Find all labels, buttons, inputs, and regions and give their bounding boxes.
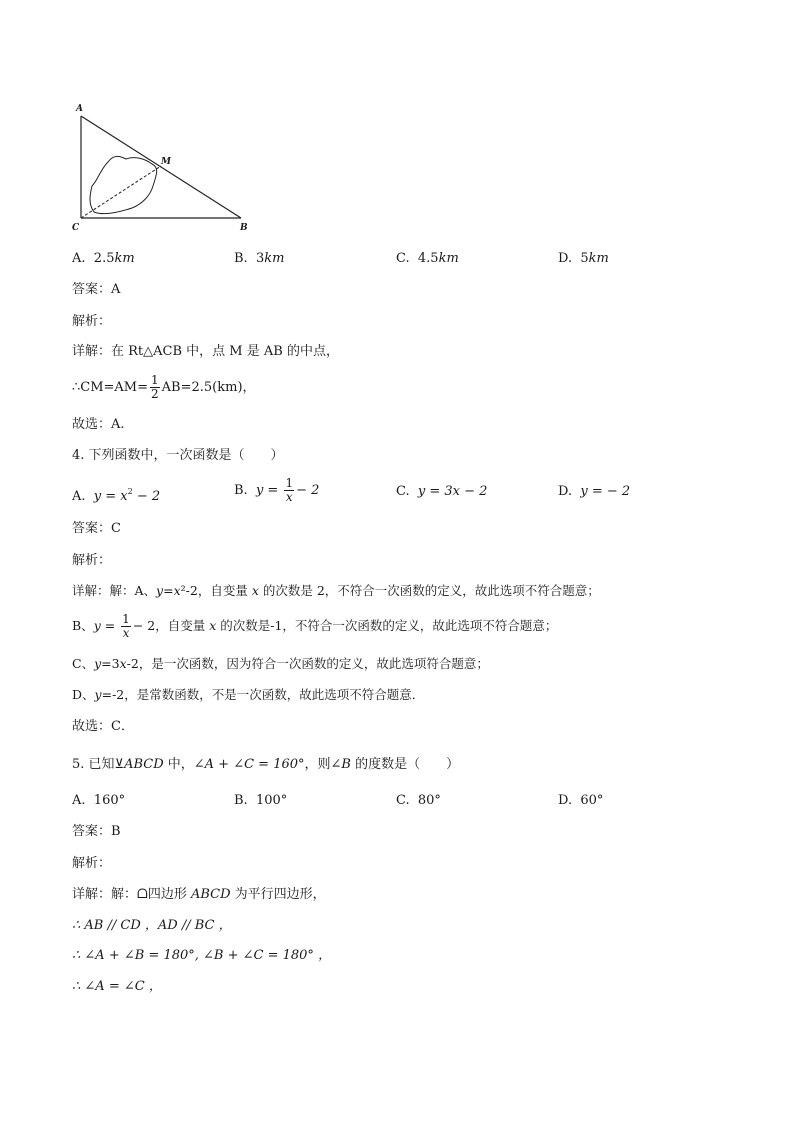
q3-calc: ∴CM=AM= $\frac{1}{2}$ AB=2.5(km)， [72,373,256,401]
q4-question: 4. 下列函数中，一次函数是（ ） [72,448,284,463]
q4-answer: 答案：C [72,521,121,536]
label-m: M [161,157,171,167]
q3-choose: 故选：A. [72,417,125,432]
q4-detail-c: C、y=3x-2，是一次函数，因为符合一次函数的定义，故此选项符合题意； [72,656,489,671]
q4-detail-d: D、y=-2，是常数函数，不是一次函数，故此选项不符合题意． [72,687,425,702]
because-symbol: ᗝ [137,887,148,902]
q3-analysis: 解析： [72,314,112,329]
q3-option-b: B. 3km [234,251,285,266]
q3-answer: 答案：A [72,282,121,297]
q5-option-c: C. 80° [396,793,441,808]
q5-step1: ∴ AB // CD ，AD // BC ， [72,918,232,933]
parallelogram-symbol: ⊻ [114,757,125,772]
q5-step3: ∴ ∠A = ∠C ， [72,979,162,994]
q5-option-a: A. 160° [72,793,126,808]
q3-fraction: $\frac{1}{2}$ [151,373,159,401]
q4-choose: 故选：C． [72,719,134,734]
q5-analysis: 解析： [72,856,112,871]
label-c: C [72,223,80,233]
q3-option-a: A. 2.5km [72,251,135,266]
q3-detail: 详解：在 Rt△ACB 中，点 M 是 AB 的中点， [72,344,339,359]
q4-detail-b: B、y = $\frac{1}{x}$ − 2，自变量 x 的次数是-1，不符合一次函数的定义，故此选项不符合题意； [72,612,558,640]
q4-option-b: B. y = $\frac{1}{x}$ − 2 [234,476,320,504]
q4-option-d: D. y = − 2 [558,484,631,499]
q4-detail-a: 详解：解：A、y=x²-2，自变量 x 的次数是 2，不符合一次函数的定义，故此选项不符合题意； [72,583,600,598]
q5-detail: 详解：解：ᗝ四边形 ABCD 为平行四边形， [72,887,326,902]
triangle-figure [68,98,253,238]
q3-option-c: C. 4.5km [396,251,459,266]
q5-option-d: D. 60° [558,793,604,808]
q3-option-d: D. 5km [558,251,609,266]
q4-option-c: C. y = 3x − 2 [396,484,488,499]
label-b: B [240,223,248,233]
label-a: A [76,104,83,114]
q5-step2: ∴ ∠A + ∠B = 180°, ∠B + ∠C = 180° ， [72,948,332,963]
q4-analysis: 解析： [72,553,112,568]
q5-answer: 答案：B [72,824,121,839]
q4-option-a: A. $y = x^2 - 2$ [72,487,161,504]
q5-option-b: B. 100° [234,793,288,808]
side-ab [81,116,241,218]
q5-question: 5. 已知⊻ABCD 中，∠A + ∠C = 160°，则∠B 的度数是（ ） [72,757,460,772]
